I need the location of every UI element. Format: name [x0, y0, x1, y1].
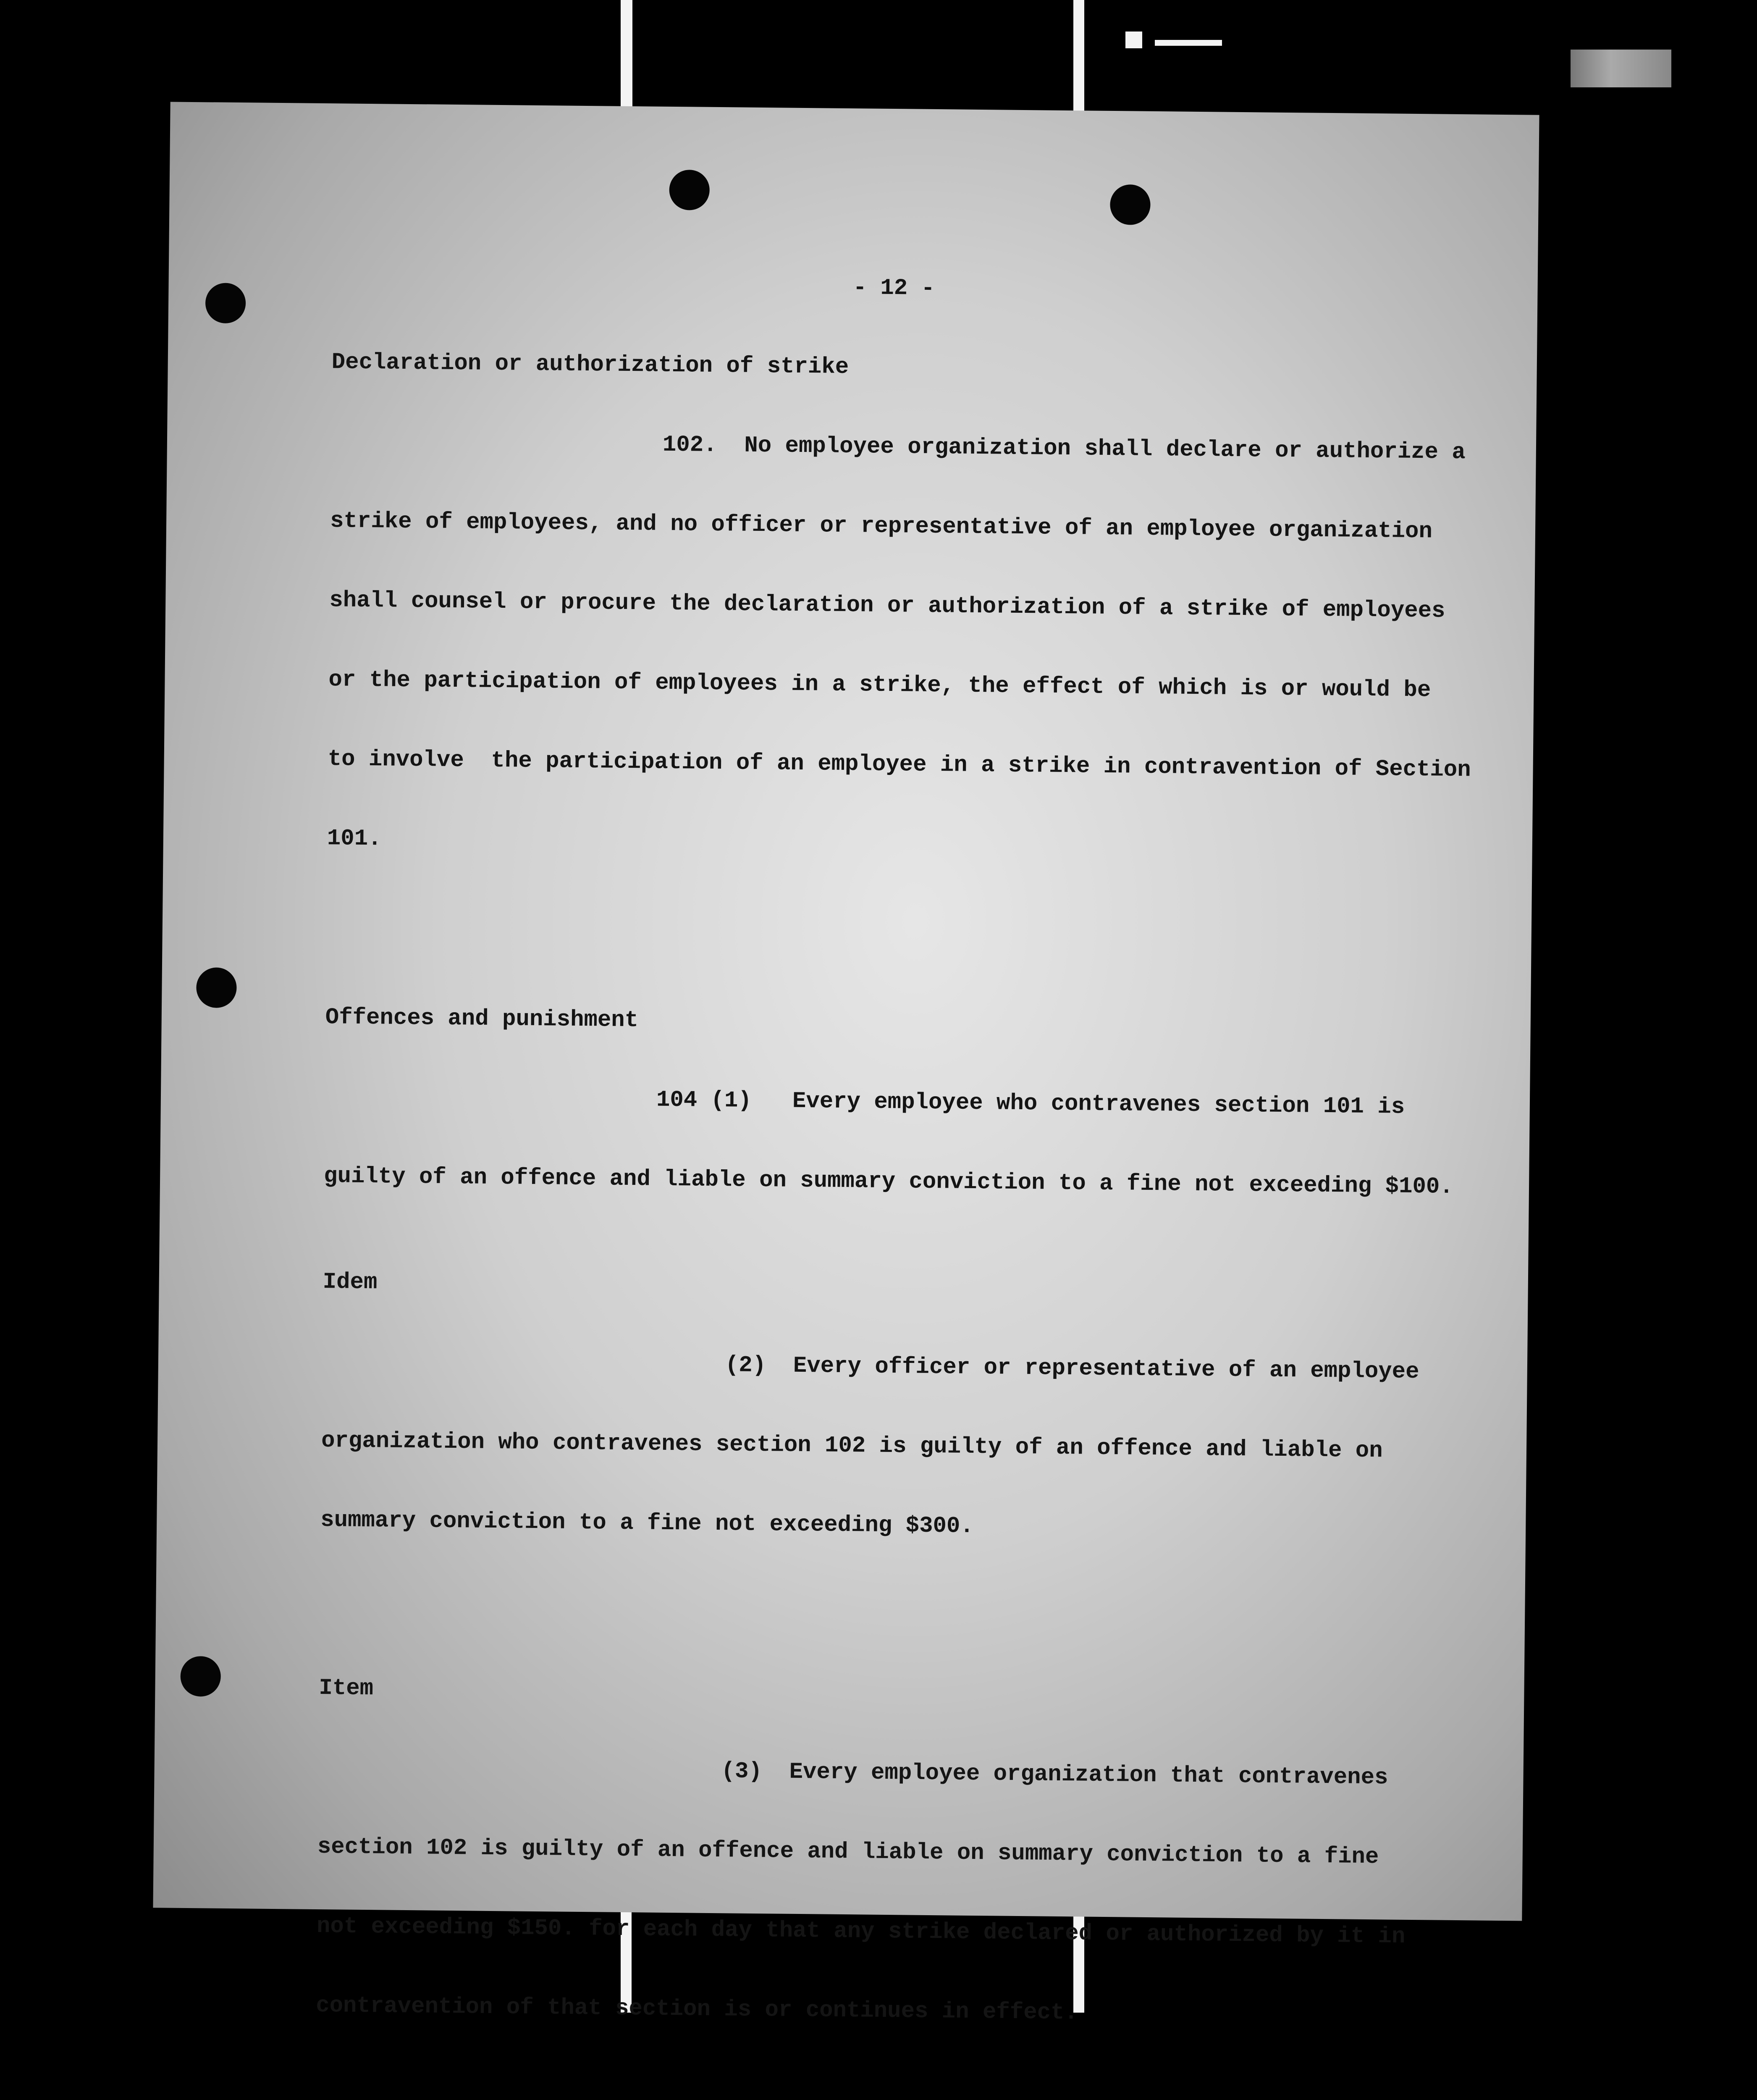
film-edge-mark — [1155, 40, 1222, 46]
body-line: organization who contravenes section 102 is guilty of an offence and liable on — [321, 1428, 1383, 1464]
body-line: or the participation of employees in a strike, the effect of which is or would be — [328, 667, 1431, 704]
document-text — [286, 217, 1471, 2100]
body-line: to involve the participation of an employee in a strike in contravention of Section — [328, 746, 1471, 783]
punch-hole — [205, 283, 246, 323]
document-page — [153, 102, 1539, 2026]
section-lead: 104 (1) Every employee who contravenes section 101 is — [656, 1087, 1405, 1120]
film-edge-mark — [1125, 32, 1142, 48]
body-line: shall counsel or procure the declaration or authorization of a strike of employees — [329, 588, 1445, 624]
film-corner-mark — [1571, 50, 1671, 87]
section-lead: (2) Every officer or representative of an employee — [725, 1352, 1419, 1385]
punch-hole — [1110, 184, 1151, 225]
punch-hole — [196, 967, 237, 1008]
body-line: strike of employees, and no officer or representative of an employee organization — [330, 508, 1433, 545]
body-line: not exceeding $150. for each day that any strike declared or authorized by it in — [316, 1913, 1406, 1950]
punch-hole — [669, 170, 710, 210]
film-edge-mark — [1073, 0, 1084, 113]
body-line: guilty of an offence and liable on summary conviction to a fine not exceeding $100. — [323, 1163, 1453, 1200]
page-number: - 12 - — [853, 275, 935, 302]
section-heading: Item — [319, 1675, 374, 1702]
section-heading: Offences and punishment — [325, 1005, 639, 1034]
body-line: 101. — [327, 826, 382, 852]
body-line: summary conviction to a fine not exceeding $300. — [320, 1507, 974, 1539]
punch-hole — [180, 1656, 221, 1697]
section-heading: Idem — [323, 1269, 378, 1296]
section-heading: Declaration or authorization of strike — [331, 349, 849, 380]
section-lead: (3) Every employee organization that contravenes — [721, 1759, 1388, 1791]
body-line: contravention of that section is or continues in effect. — [315, 1992, 1078, 2026]
body-line: section 102 is guilty of an offence and liable on summary conviction to a fine — [317, 1834, 1379, 1870]
film-edge-mark — [621, 0, 632, 111]
section-lead: 102. No employee organization shall declare or authorize a — [662, 432, 1466, 466]
